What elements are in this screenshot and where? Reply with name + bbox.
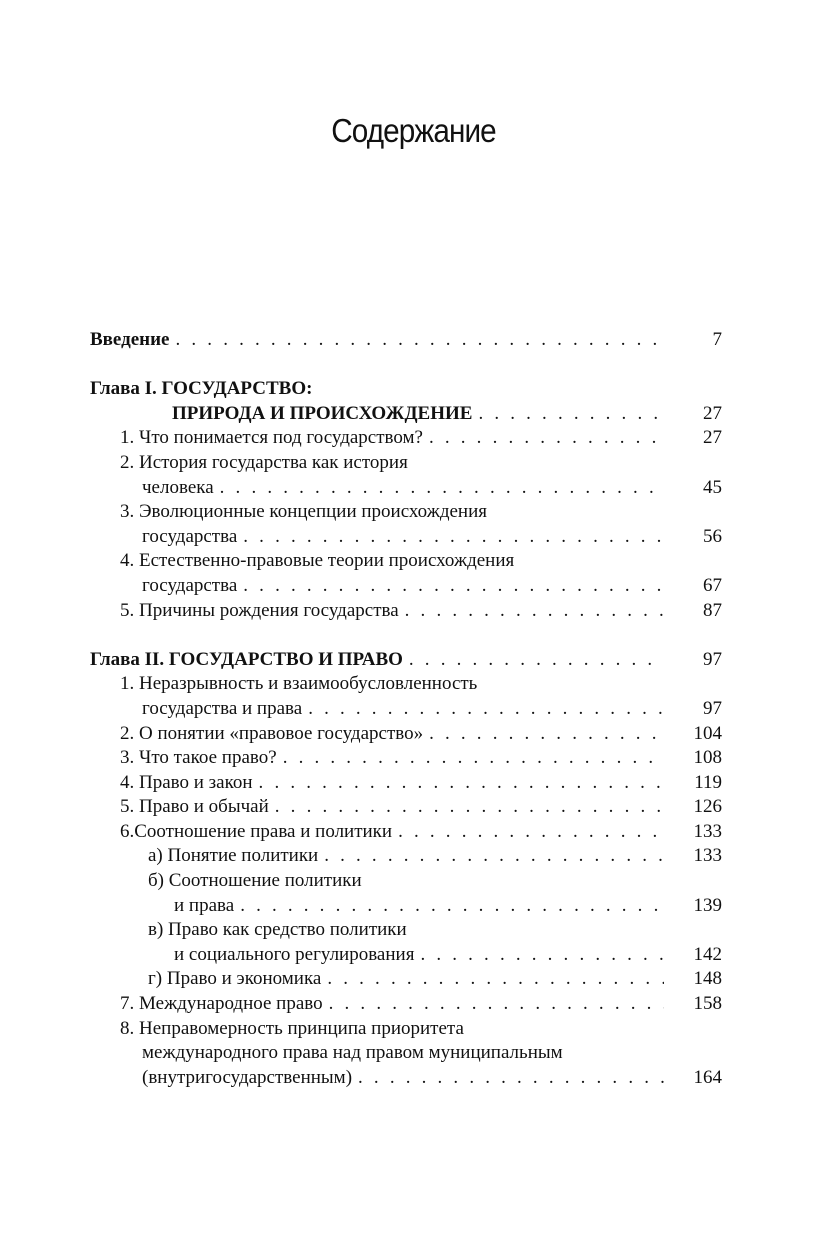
dot-leader bbox=[429, 722, 664, 747]
toc-entry-label: и права bbox=[174, 894, 235, 916]
dot-leader bbox=[327, 967, 664, 992]
toc-entry[interactable] bbox=[90, 426, 722, 451]
toc-entry-label: г) Право и экономика bbox=[148, 968, 322, 990]
dot-leader bbox=[329, 992, 664, 1017]
dot-leader bbox=[308, 697, 664, 722]
toc-entry[interactable] bbox=[90, 599, 722, 624]
toc-entry-chapter-2[interactable] bbox=[90, 648, 722, 673]
toc-entry[interactable] bbox=[90, 451, 722, 500]
toc-page-number: 126 bbox=[693, 796, 722, 818]
toc-page-number: 139 bbox=[693, 894, 722, 916]
toc-entry-chapter-1[interactable] bbox=[90, 377, 722, 426]
toc-entry-label: 1. Неразрывность и взаимообусловленность bbox=[120, 673, 478, 695]
chapter-heading-line: Глава II. ГОСУДАРСТВО И ПРАВО bbox=[90, 648, 403, 670]
toc-entry-label: 7. Международное право bbox=[120, 993, 323, 1015]
dot-leader bbox=[243, 574, 664, 599]
toc-page-number: 97 bbox=[703, 697, 722, 719]
dot-leader bbox=[324, 844, 664, 869]
toc-entry[interactable] bbox=[90, 500, 722, 549]
toc-entry[interactable] bbox=[90, 746, 722, 771]
toc-entry-label: и социального регулирования bbox=[174, 943, 415, 965]
toc-page-number: 133 bbox=[693, 820, 722, 842]
toc-entry[interactable] bbox=[90, 795, 722, 820]
toc-entry-label: б) Соотношение политики bbox=[148, 870, 362, 892]
toc-page-number: 27 bbox=[703, 427, 722, 449]
toc-entry-label: 1. Что понимается под государством? bbox=[120, 427, 423, 449]
chapter-heading-line: ПРИРОДА И ПРОИСХОЖДЕНИЕ bbox=[172, 402, 473, 424]
dot-leader bbox=[405, 599, 664, 624]
toc-entry-label: государства bbox=[142, 574, 238, 596]
toc-entry-label: 2. История государства как история bbox=[120, 451, 408, 473]
toc-entry-label: а) Понятие политики bbox=[148, 845, 319, 867]
toc-page-number: 164 bbox=[693, 1066, 722, 1088]
toc-page-number: 87 bbox=[703, 599, 722, 621]
dot-leader bbox=[358, 1066, 664, 1091]
dot-leader bbox=[243, 525, 664, 550]
toc-page-number: 27 bbox=[703, 402, 722, 424]
toc-entry-label: 5. Право и обычай bbox=[120, 796, 269, 818]
toc-entry-label: в) Право как средство политики bbox=[148, 919, 407, 941]
dot-leader bbox=[283, 746, 664, 771]
toc-page-number: 67 bbox=[703, 574, 722, 596]
toc-entry-introduction[interactable] bbox=[90, 328, 722, 353]
toc-entry[interactable] bbox=[90, 844, 722, 869]
toc-entry-label: человека bbox=[142, 476, 214, 498]
toc-entry-label: 3. Эволюционные концепции происхождения bbox=[120, 501, 488, 523]
toc-page-number: 158 bbox=[693, 993, 722, 1015]
dot-leader bbox=[220, 476, 664, 501]
dot-leader bbox=[398, 820, 664, 845]
toc-entry-label: 8. Неправомерность принципа приоритета bbox=[120, 1017, 464, 1039]
toc-entry[interactable] bbox=[90, 918, 722, 967]
dot-leader bbox=[478, 402, 664, 427]
toc-page-number: 148 bbox=[693, 968, 722, 990]
toc-page-number: 133 bbox=[693, 845, 722, 867]
toc-entry-label: 3. Что такое право? bbox=[120, 747, 277, 769]
dot-leader bbox=[240, 894, 664, 919]
toc-page-number: 119 bbox=[694, 771, 722, 793]
toc-entry-label: 4. Право и закон bbox=[120, 771, 253, 793]
toc-entry-label: государства bbox=[142, 525, 238, 547]
table-of-contents bbox=[90, 328, 722, 1090]
toc-entry[interactable] bbox=[90, 1017, 722, 1091]
toc-entry-label: международного права над правом муниципальным bbox=[142, 1042, 563, 1064]
toc-page-number: 97 bbox=[703, 648, 722, 670]
toc-entry[interactable] bbox=[90, 549, 722, 598]
toc-page-number: 7 bbox=[712, 329, 722, 350]
dot-leader bbox=[409, 648, 664, 673]
toc-entry-label: 6.Соотношение права и политики bbox=[120, 820, 393, 842]
toc-entry[interactable] bbox=[90, 869, 722, 918]
toc-page-number: 45 bbox=[703, 476, 722, 498]
toc-entry-label: (внутригосударственным) bbox=[142, 1066, 353, 1088]
toc-entry[interactable] bbox=[90, 722, 722, 747]
toc-entry[interactable] bbox=[90, 967, 722, 992]
toc-page-number: 104 bbox=[693, 722, 722, 744]
toc-entry-label: государства и права bbox=[142, 697, 303, 719]
dot-leader bbox=[259, 771, 664, 796]
toc-entry-label: 5. Причины рождения государства bbox=[120, 599, 399, 621]
toc-entry[interactable] bbox=[90, 992, 722, 1017]
toc-page-number: 108 bbox=[693, 747, 722, 769]
toc-page-number: 142 bbox=[693, 943, 722, 965]
toc-entry[interactable] bbox=[90, 672, 722, 721]
dot-leader bbox=[176, 328, 665, 353]
chapter-heading-line: Глава I. ГОСУДАРСТВО: bbox=[90, 378, 313, 400]
dot-leader bbox=[420, 943, 664, 968]
page-title: Содержание bbox=[331, 112, 496, 149]
toc-page-number: 56 bbox=[703, 525, 722, 547]
toc-entry[interactable] bbox=[90, 820, 722, 845]
toc-entry[interactable] bbox=[90, 771, 722, 796]
toc-entry-label: 4. Естественно-правовые теории происхождения bbox=[120, 550, 515, 572]
dot-leader bbox=[429, 426, 664, 451]
toc-entry-label: Введение bbox=[90, 329, 170, 350]
toc-entry-label: 2. О понятии «правовое государство» bbox=[120, 722, 424, 744]
dot-leader bbox=[275, 795, 664, 820]
